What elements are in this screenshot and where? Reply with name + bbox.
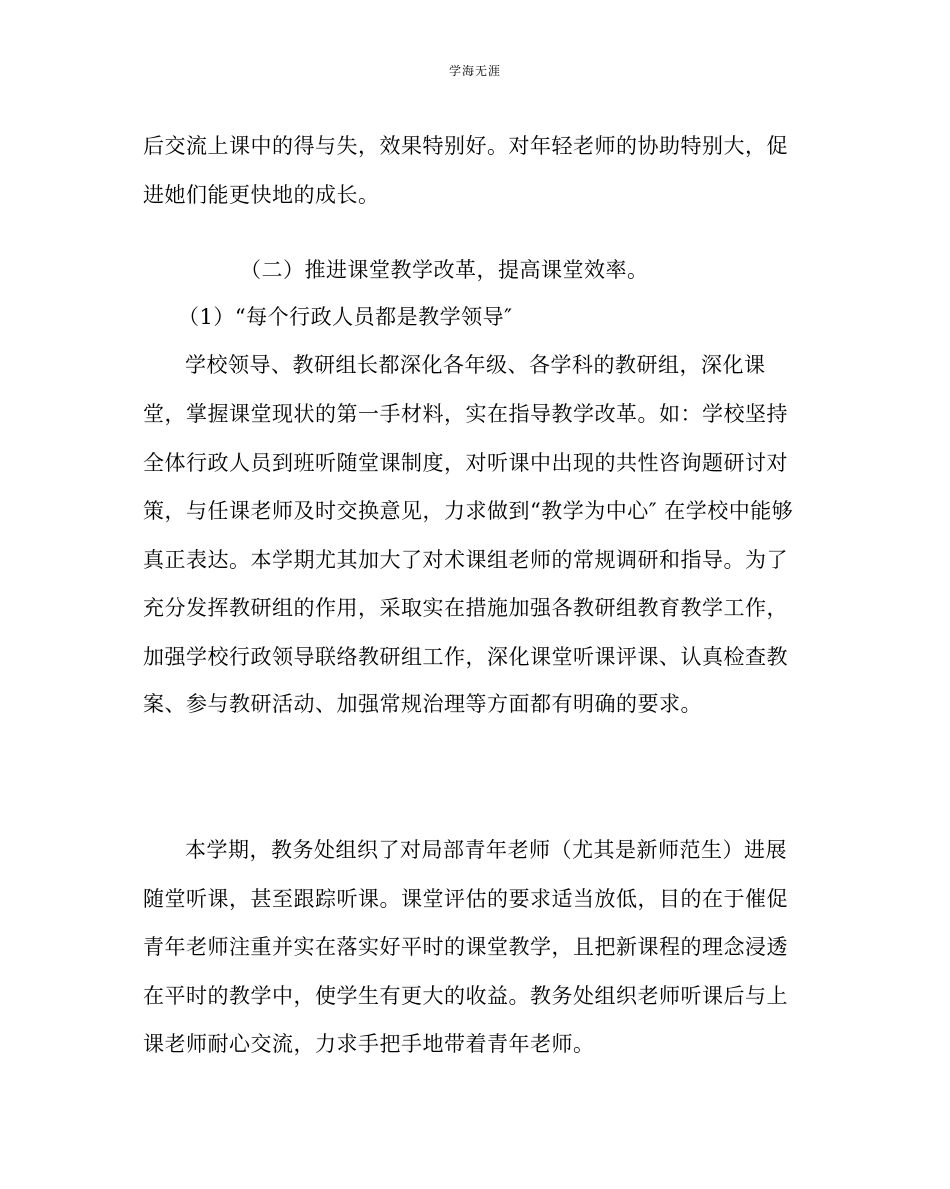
text-line: 随堂听课，甚至跟踪听课。课堂评估的要求适当放低，目的在于催促 bbox=[143, 887, 788, 911]
text-line: 课老师耐心交流，力求手把手地带着青年老师。 bbox=[143, 1032, 595, 1056]
text-line: 堂，掌握课堂现状的第一手材料，实在指导教学改革。如：学校坚持 bbox=[143, 402, 788, 426]
text-line: 学校领导、教研组长都深化各年级、各学科的教研组，深化课 bbox=[185, 353, 766, 377]
text-line: 进她们能更快地的成长。 bbox=[143, 183, 380, 207]
text-line: 加强学校行政领导联络教研组工作，深化课堂听课评课、认真检查教 bbox=[143, 645, 788, 669]
text-line: 后交流上课中的得与失，效果特别好。对年轻老师的协助特别大，促 bbox=[143, 134, 788, 158]
text-line: 案、参与教研活动、加强常规治理等方面都有明确的要求。 bbox=[143, 692, 702, 716]
text-line: 青年老师注重并实在落实好平时的课堂教学，且把新课程的理念浸透 bbox=[143, 935, 788, 959]
page-header: 学海无涯 bbox=[448, 64, 501, 78]
text-line: 全体行政人员到班听随堂课制度，对听课中出现的共性咨询题研讨对 bbox=[143, 451, 788, 475]
text-line: 本学期，教务处组织了对局部青年老师（尤其是新师范生）进展 bbox=[185, 838, 787, 862]
subsection-heading: （1）“每个行政人员都是教学领导″ bbox=[178, 305, 513, 329]
text-line: 策，与任课老师及时交换意见，力求做到“教学为中心″ 在学校中能够 bbox=[143, 499, 794, 523]
text-line: 充分发挥教研组的作用，采取实在措施加强各教研组教育教学工作， bbox=[143, 596, 788, 620]
text-line: 在平时的教学中，使学生有更大的收益。教务处组织老师听课后与上 bbox=[143, 984, 788, 1008]
section-heading: （二）推进课堂教学改革，提高课堂效率。 bbox=[240, 258, 649, 282]
text-line: 真正表达。本学期尤其加大了对术课组老师的常规调研和指导。为了 bbox=[143, 548, 788, 572]
